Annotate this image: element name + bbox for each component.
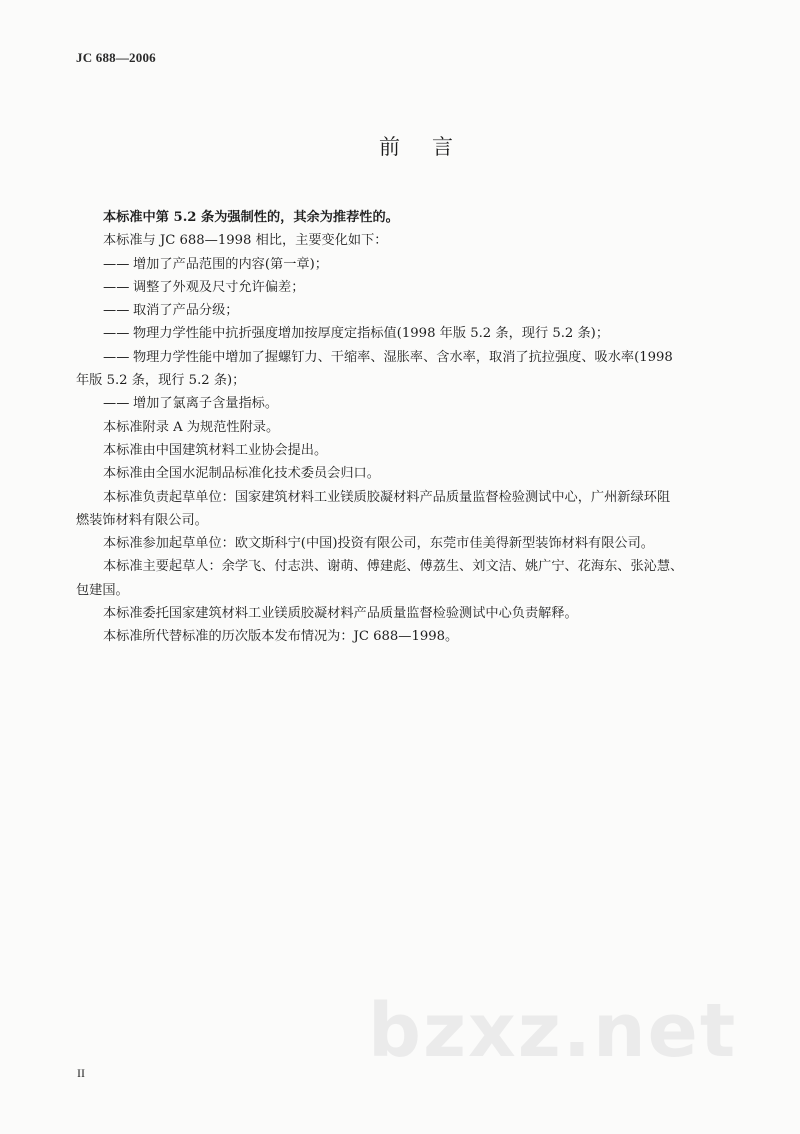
change-item-text: 增加了产品范围的内容(第一章)； bbox=[133, 256, 328, 272]
change-item-text: 物理力学性能中抗折强度增加按厚度定指标值(1998 年版 5.2 条，现行 5.2 条)； bbox=[133, 326, 610, 342]
paragraph-annex: 本标准附录 A 为规范性附录。 bbox=[103, 419, 280, 435]
paragraph-main-authors: 本标准主要起草人：余学飞、付志洪、谢萌、傅建彪、傅荔生、刘文洁、姚广宁、花海东、张沁慧、 bbox=[103, 559, 684, 575]
dash-marker: —— bbox=[103, 396, 130, 412]
paragraph-mandatory-clause: 本标准中第 5.2 条为强制性的，其余为推荐性的。 bbox=[103, 210, 399, 225]
standard-code: JC 688—2006 bbox=[76, 50, 156, 65]
watermark: bzxz.net bbox=[368, 988, 738, 1074]
page-number: II bbox=[77, 1066, 85, 1080]
paragraph-committee: 本标准由全国水泥制品标准化技术委员会归口。 bbox=[103, 466, 380, 482]
dash-marker: —— bbox=[103, 303, 130, 319]
paragraph-lead-drafters: 本标准负责起草单位：国家建筑材料工业镁质胶凝材料产品质量监督检验测试中心，广州新绿环阻 bbox=[103, 489, 671, 505]
paragraph-proposer: 本标准由中国建筑材料工业协会提出。 bbox=[103, 442, 328, 458]
dash-marker: —— bbox=[103, 279, 130, 295]
page-title: 前言 bbox=[379, 135, 485, 159]
change-item-continuation: 年版 5.2 条，现行 5.2 条)； bbox=[76, 373, 246, 389]
change-item bbox=[76, 392, 740, 415]
change-item-text: 物理力学性能中增加了握螺钉力、干缩率、湿胀率、含水率，取消了抗拉强度、吸水率(1998 bbox=[133, 349, 673, 365]
paragraph-participating-drafters: 本标准参加起草单位：欧文斯科宁(中国)投资有限公司，东莞市佳美得新型装饰材料有限公司。 bbox=[103, 536, 654, 552]
paragraph-interpretation: 本标准委托国家建筑材料工业镁质胶凝材料产品质量监督检验测试中心负责解释。 bbox=[103, 606, 578, 622]
change-item bbox=[76, 322, 740, 345]
change-item bbox=[76, 299, 740, 322]
dash-marker: —— bbox=[103, 326, 130, 342]
change-item-text: 取消了产品分级； bbox=[133, 303, 239, 319]
paragraph-lead-drafters-continuation: 燃装饰材料有限公司。 bbox=[76, 512, 208, 528]
change-item-text: 增加了氯离子含量指标。 bbox=[133, 396, 279, 412]
change-item bbox=[76, 253, 740, 276]
foreword-body bbox=[76, 206, 740, 649]
change-item bbox=[76, 346, 740, 369]
paragraph-changes-intro: 本标准与 JC 688—1998 相比，主要变化如下： bbox=[103, 233, 388, 249]
change-item-text: 调整了外观及尺寸允许偏差； bbox=[133, 279, 305, 295]
dash-marker: —— bbox=[103, 349, 130, 365]
change-item bbox=[76, 276, 740, 299]
paragraph-history: 本标准所代替标准的历次版本发布情况为：JC 688—1998。 bbox=[103, 629, 459, 645]
dash-marker: —— bbox=[103, 256, 130, 272]
paragraph-main-authors-continuation: 包建国。 bbox=[76, 582, 129, 598]
